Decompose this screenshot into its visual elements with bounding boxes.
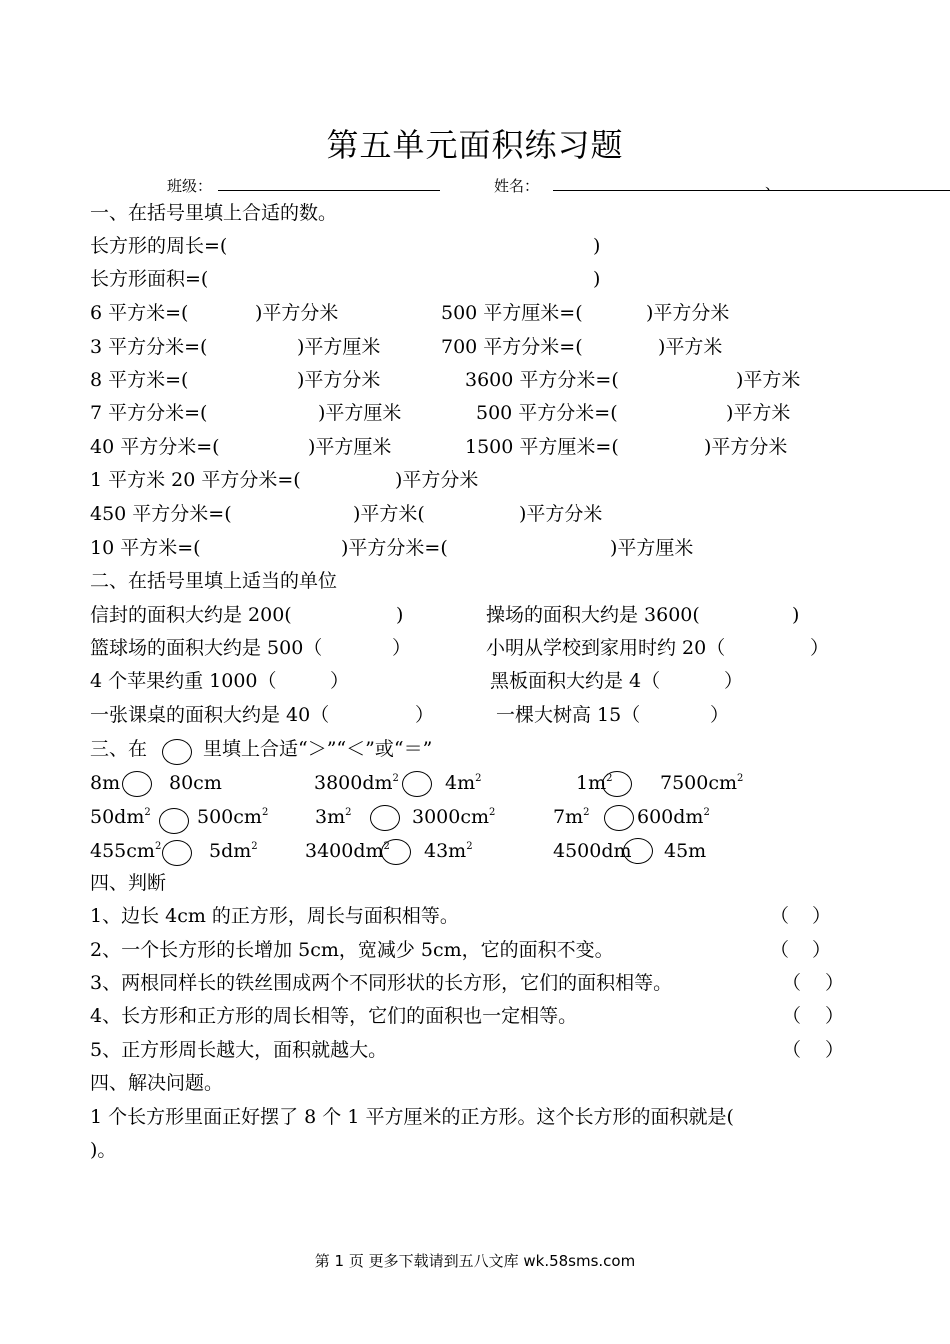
- conv-row3-right: 3600 平方分米=(: [465, 369, 619, 391]
- conv-row8: 10 平方米=(: [90, 537, 201, 559]
- heading-circle-icon: [162, 739, 192, 765]
- conv-row8-unit: )平方厘米: [610, 537, 694, 559]
- unit-row4-left: 一张课桌的面积大约是 40（: [90, 704, 330, 726]
- compare-circle[interactable]: [162, 840, 192, 866]
- cmp-r3-e: 4500dm: [553, 840, 632, 862]
- unit-row1-left: 信封的面积大约是 200(: [90, 604, 292, 626]
- cmp-r2-b: $500cm^2$: [197, 806, 269, 828]
- judge-bracket-l: （: [770, 939, 790, 961]
- cmp-r3-f: 45m: [664, 840, 707, 862]
- conv-row1-left-unit: )平方分米: [255, 302, 339, 324]
- judge-bracket-r: ）: [825, 1005, 845, 1027]
- unit-row1-left-close: ): [396, 604, 404, 626]
- judge-item-3: 3、两根同样长的铁丝围成两个不同形状的长方形，它们的面积相等。: [90, 972, 673, 994]
- judge-bracket-r: ）: [812, 905, 832, 927]
- judge-bracket-r: ）: [825, 1039, 845, 1061]
- cmp-r3-d: $43m^2$: [424, 840, 473, 862]
- name-label: 姓名：: [494, 177, 540, 195]
- cmp-r2-d: $3000cm^2$: [412, 806, 496, 828]
- problem-line1: 1 个长方形里面正好摆了 8 个 1 平方厘米的正方形。这个长方形的面积就是(: [90, 1106, 734, 1128]
- cmp-r3-c: $3400dm^2$: [305, 840, 390, 862]
- conv-row2-right: 700 平方分米=(: [441, 336, 583, 358]
- section4-heading: 四、判断: [90, 872, 167, 894]
- section5-heading: 四、解决问题。: [90, 1072, 224, 1094]
- compare-circle[interactable]: [604, 805, 634, 831]
- unit-row3-right-close: ）: [724, 670, 744, 692]
- cmp-r1-a: 8m: [90, 772, 121, 794]
- judge-item-1: 1、边长 4cm 的正方形，周长与面积相等。: [90, 905, 459, 927]
- cmp-r2-c: $3m^2$: [315, 806, 352, 828]
- unit-row3-right: 黑板面积大约是 4（: [490, 670, 661, 692]
- cmp-r1-e: $1m^2$: [576, 772, 613, 794]
- compare-circle[interactable]: [623, 838, 653, 864]
- area-close: ): [593, 268, 601, 290]
- section2-heading: 二、在括号里填上适当的单位: [90, 570, 338, 592]
- conv-row5-right: 1500 平方厘米=(: [465, 436, 619, 458]
- unit-row2-left-close: ）: [392, 637, 412, 659]
- conv-row6-unit: )平方分米: [395, 469, 479, 491]
- conv-row1-right-unit: )平方分米: [646, 302, 730, 324]
- conv-row4-left-unit: )平方厘米: [318, 402, 402, 424]
- unit-row2-right-close: ）: [810, 637, 830, 659]
- section3-heading-a: 三、在: [90, 738, 148, 760]
- conv-row3-right-unit: )平方米: [736, 369, 801, 391]
- perimeter-text: 长方形的周长=(: [90, 235, 228, 257]
- conv-row1-right: 500 平方厘米=(: [441, 302, 583, 324]
- conv-row4-right: 500 平方分米=(: [476, 402, 618, 424]
- page-title: 第五单元面积练习题: [326, 126, 624, 164]
- unit-row4-right: 一棵大树高 15（: [496, 704, 641, 726]
- conv-row1-left: 6 平方米=(: [90, 302, 189, 324]
- unit-row3-left: 4 个苹果约重 1000（: [90, 670, 277, 692]
- compare-circle[interactable]: [602, 771, 632, 797]
- cmp-r2-f: $600dm^2$: [637, 806, 710, 828]
- cmp-r2-a: $50dm^2$: [90, 806, 151, 828]
- unit-row1-right-close: ): [792, 604, 800, 626]
- name-field[interactable]: [553, 190, 950, 191]
- unit-row2-left: 篮球场的面积大约是 500（: [90, 637, 323, 659]
- class-label: 班级：: [167, 177, 213, 195]
- conv-row7-mid: )平方米(: [353, 503, 425, 525]
- conv-row5-left-unit: )平方厘米: [308, 436, 392, 458]
- cmp-r1-c: $3800dm^2$: [314, 772, 399, 794]
- unit-row4-left-close: ）: [415, 704, 435, 726]
- page-footer: 第 1 页 更多下载请到五八文库 wk.58sms.com: [314, 1252, 636, 1270]
- compare-circle[interactable]: [381, 839, 411, 865]
- cmp-r3-a: $455cm^2$: [90, 840, 162, 862]
- judge-bracket-r: ）: [825, 972, 845, 994]
- conv-row6: 1 平方米 20 平方分米=(: [90, 469, 301, 491]
- conv-row5-left: 40 平方分米=(: [90, 436, 220, 458]
- perimeter-close: ): [593, 235, 601, 257]
- unit-row3-left-close: ）: [330, 670, 350, 692]
- judge-item-4: 4、长方形和正方形的周长相等，它们的面积也一定相等。: [90, 1005, 578, 1027]
- cmp-r2-e: $7m^2$: [553, 806, 590, 828]
- judge-bracket-l: （: [782, 972, 802, 994]
- class-field[interactable]: [218, 190, 440, 191]
- judge-bracket-l: （: [770, 905, 790, 927]
- unit-row2-right: 小明从学校到家用时约 20（: [486, 637, 726, 659]
- problem-line2: )。: [90, 1139, 117, 1161]
- name-separator: 、: [765, 175, 781, 193]
- conv-row2-left: 3 平方分米=(: [90, 336, 208, 358]
- conv-row4-left: 7 平方分米=(: [90, 402, 208, 424]
- compare-circle[interactable]: [122, 771, 152, 797]
- cmp-r1-b: 80cm: [169, 772, 222, 794]
- conv-row7: 450 平方分米=(: [90, 503, 232, 525]
- judge-bracket-l: （: [782, 1005, 802, 1027]
- unit-row4-right-close: ）: [710, 704, 730, 726]
- compare-circle[interactable]: [402, 771, 432, 797]
- section1-heading: 一、在括号里填上合适的数。: [90, 202, 338, 224]
- compare-circle[interactable]: [159, 808, 189, 834]
- conv-row2-left-unit: )平方厘米: [297, 336, 381, 358]
- conv-row8-mid: )平方分米=(: [341, 537, 448, 559]
- unit-row1-right: 操场的面积大约是 3600(: [486, 604, 700, 626]
- conv-row2-right-unit: )平方米: [658, 336, 723, 358]
- judge-bracket-l: （: [782, 1039, 802, 1061]
- judge-item-5: 5、正方形周长越大，面积就越大。: [90, 1039, 388, 1061]
- cmp-r1-f: $7500cm^2$: [660, 772, 744, 794]
- conv-row3-left: 8 平方米=(: [90, 369, 189, 391]
- judge-bracket-r: ）: [812, 939, 832, 961]
- judge-item-2: 2、一个长方形的长增加 5cm，宽减少 5cm，它的面积不变。: [90, 939, 614, 961]
- cmp-r3-b: $5dm^2$: [209, 840, 258, 862]
- conv-row5-right-unit: )平方分米: [704, 436, 788, 458]
- section3-heading-b: 里填上合适“＞”“＜”或“＝”: [203, 738, 433, 760]
- conv-row7-unit: )平方分米: [519, 503, 603, 525]
- conv-row3-left-unit: )平方分米: [297, 369, 381, 391]
- conv-row4-right-unit: )平方米: [726, 402, 791, 424]
- area-text: 长方形面积=(: [90, 268, 209, 290]
- compare-circle[interactable]: [370, 805, 400, 831]
- cmp-r1-d: $4m^2$: [445, 772, 482, 794]
